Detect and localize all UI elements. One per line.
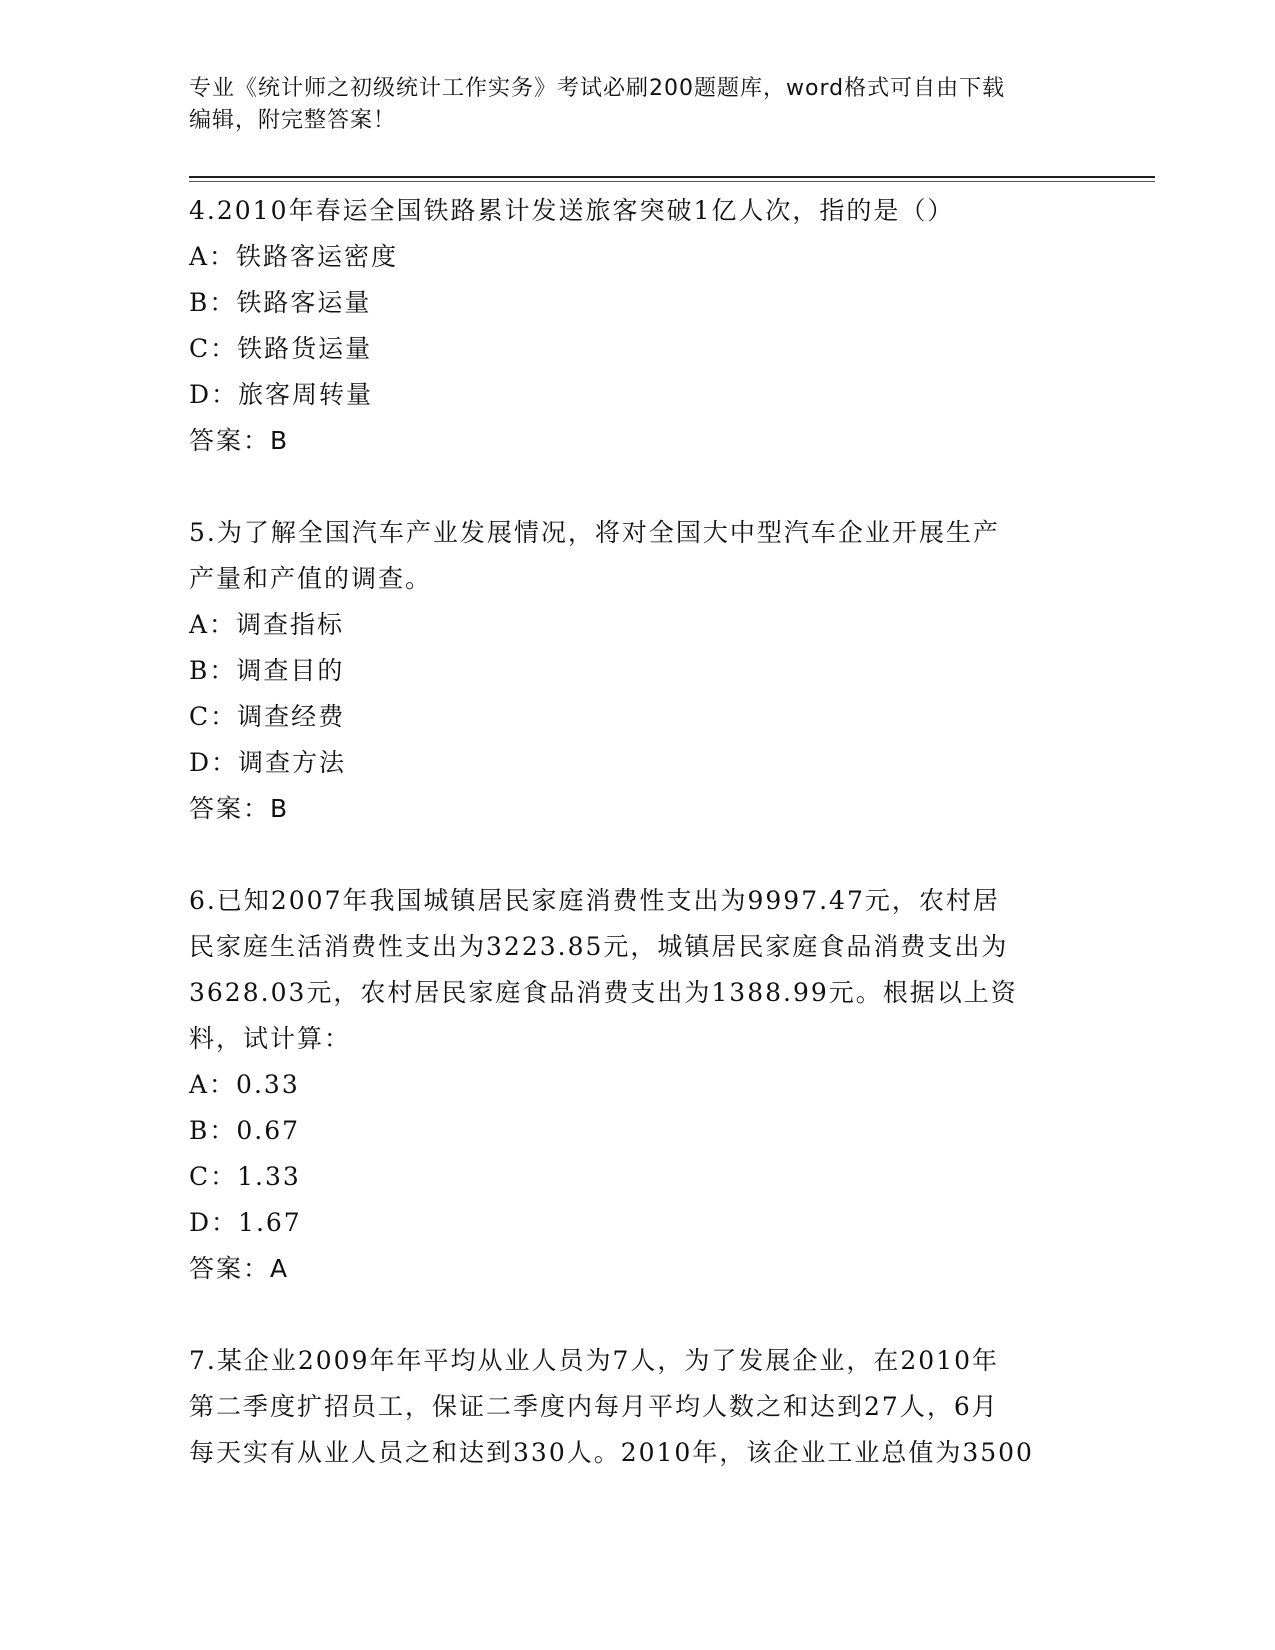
option-d: D：旅客周转量	[189, 380, 374, 409]
option-b: B：0.67	[189, 1116, 301, 1145]
header-divider	[189, 176, 1155, 178]
question-stem: 5.为了解全国汽车产业发展情况，将对全国大中型汽车企业开展生产	[189, 518, 1000, 547]
answer: 答案：B	[189, 794, 290, 823]
option-c: C：1.33	[189, 1162, 301, 1191]
question-stem: 料，试计算：	[189, 1024, 352, 1053]
question-7	[189, 1338, 1089, 1476]
option-b: B：铁路客运量	[189, 288, 372, 317]
option-d: D：调查方法	[189, 748, 347, 777]
answer: 答案：A	[189, 1254, 290, 1283]
answer: 答案：B	[189, 426, 290, 455]
option-a: A：铁路客运密度	[189, 242, 399, 271]
header-line-2: 编辑，附完整答案！	[189, 108, 397, 133]
option-a: A：调查指标	[189, 610, 345, 639]
option-c: C：调查经费	[189, 702, 346, 731]
header-divider-thin	[189, 181, 1155, 182]
question-stem: 3628.03元，农村居民家庭食品消费支出为1388.99元。根据以上资	[189, 978, 1018, 1007]
option-d: D：1.67	[189, 1208, 302, 1237]
option-c: C：铁路货运量	[189, 334, 373, 363]
question-stem: 第二季度扩招员工，保证二季度内每月平均人数之和达到27人，6月	[189, 1392, 999, 1421]
question-4	[189, 188, 1089, 464]
question-stem: 每天实有从业人员之和达到330人。2010年，该企业工业总值为3500	[189, 1438, 1034, 1467]
question-stem: 产量和产值的调查。	[189, 564, 433, 593]
option-b: B：调查目的	[189, 656, 345, 685]
question-6	[189, 878, 1089, 1292]
header-line-1: 专业《统计师之初级统计工作实务》考试必刷200题题库，word格式可自由下载	[189, 76, 1006, 101]
question-stem: 6.已知2007年我国城镇居民家庭消费性支出为9997.47元，农村居	[189, 886, 1000, 915]
option-a: A：0.33	[189, 1070, 300, 1099]
question-stem: 民家庭生活消费性支出为3223.85元，城镇居民家庭食品消费支出为	[189, 932, 1009, 961]
question-stem: 4.2010年春运全国铁路累计发送旅客突破1亿人次，指的是（）	[189, 196, 955, 225]
document-header	[189, 73, 1089, 137]
question-list	[189, 188, 1089, 1476]
question-5	[189, 510, 1089, 832]
question-stem: 7.某企业2009年年平均从业人员为7人，为了发展企业，在2010年	[189, 1346, 1000, 1375]
